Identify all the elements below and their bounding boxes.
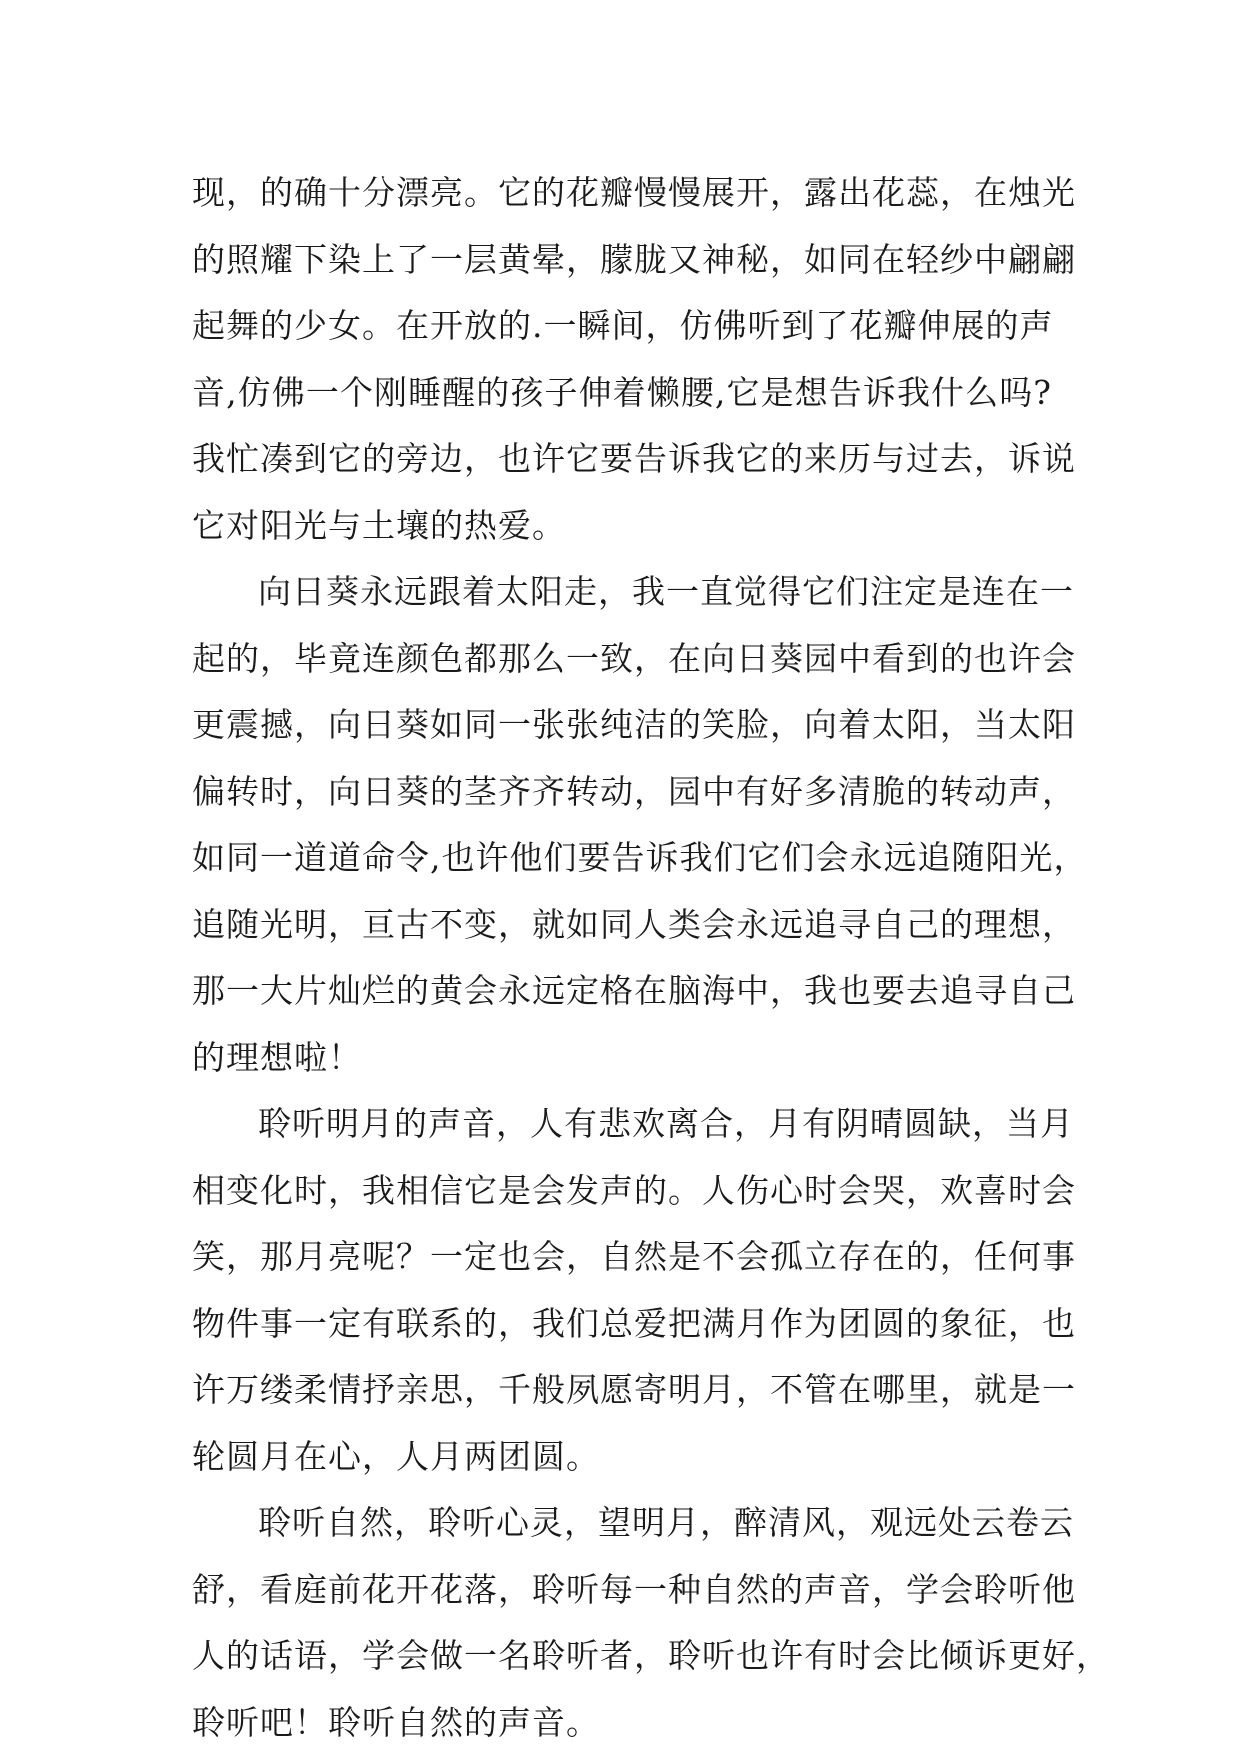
- text-line: 聆听吧！聆听自然的声音。: [192, 1690, 1052, 1756]
- text-line: 的照耀下染上了一层黄晕，朦胧又神秘，如同在轻纱中翩翩: [192, 227, 1052, 294]
- text-line: 笑，那月亮呢？一定也会，自然是不会孤立存在的，任何事: [192, 1224, 1052, 1291]
- text-line: 起的，毕竟连颜色都那么一致，在向日葵园中看到的也许会: [192, 626, 1052, 693]
- text-line: 聆听明月的声音，人有悲欢离合，月有阴晴圆缺，当月: [192, 1091, 1052, 1158]
- text-line: 更震撼，向日葵如同一张张纯洁的笑脸，向着太阳，当太阳: [192, 692, 1052, 759]
- text-line: 舒，看庭前花开花落，聆听每一种自然的声音，学会聆听他: [192, 1557, 1052, 1624]
- text-line: 聆听自然，聆听心灵，望明月，醉清风，观远处云卷云: [192, 1490, 1052, 1557]
- paragraph: [192, 1490, 1052, 1756]
- text-line: 物件事一定有联系的，我们总爱把满月作为团圆的象征，也: [192, 1291, 1052, 1358]
- paragraph: [192, 1091, 1052, 1490]
- text-line: 那一大片灿烂的黄会永远定格在脑海中，我也要去追寻自己: [192, 958, 1052, 1025]
- text-line: 的理想啦！: [192, 1025, 1052, 1092]
- text-line: 起舞的少女。在开放的.一瞬间，仿佛听到了花瓣伸展的声: [192, 293, 1052, 360]
- text-line: 相变化时，我相信它是会发声的。人伤心时会哭，欢喜时会: [192, 1158, 1052, 1225]
- text-line: 轮圆月在心，人月两团圆。: [192, 1424, 1052, 1491]
- text-line: 它对阳光与土壤的热爱。: [192, 493, 1052, 560]
- text-line: 音,仿佛一个刚睡醒的孩子伸着懒腰,它是想告诉我什么吗?: [192, 360, 1052, 427]
- text-line: 人的话语，学会做一名聆听者，聆听也许有时会比倾诉更好，: [192, 1623, 1052, 1690]
- text-line: 向日葵永远跟着太阳走，我一直觉得它们注定是连在一: [192, 559, 1052, 626]
- text-line: 我忙凑到它的旁边，也许它要告诉我它的来历与过去，诉说: [192, 426, 1052, 493]
- paragraph: [192, 160, 1052, 559]
- paragraph: [192, 559, 1052, 1091]
- body-text: [192, 160, 1052, 1756]
- text-line: 许万缕柔情抒亲思，千般夙愿寄明月，不管在哪里，就是一: [192, 1357, 1052, 1424]
- text-line: 如同一道道命令,也许他们要告诉我们它们会永远追随阳光，: [192, 825, 1052, 892]
- text-line: 现，的确十分漂亮。它的花瓣慢慢展开，露出花蕊，在烛光: [192, 160, 1052, 227]
- text-line: 追随光明，亘古不变，就如同人类会永远追寻自己的理想，: [192, 892, 1052, 959]
- text-line: 偏转时，向日葵的茎齐齐转动，园中有好多清脆的转动声，: [192, 759, 1052, 826]
